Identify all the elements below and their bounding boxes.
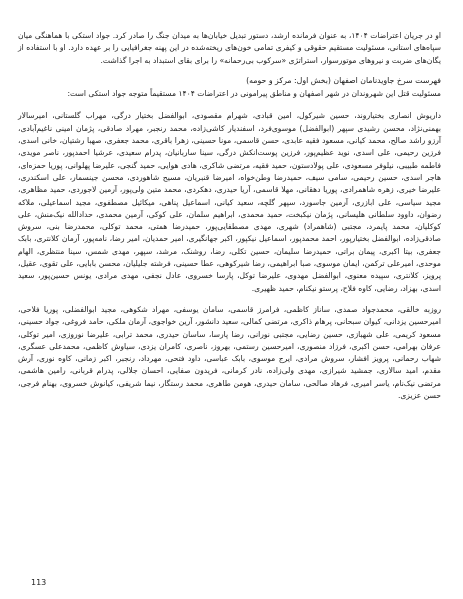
intro-paragraph: او در جریان اعتراضات ۱۴۰۴، به عنوان فرمانده ارشد، دستور تبدیل خیابان‌ها به میدان جنگ را صادر کرد. جواد استکی با هماهنگی میان سپاه‌های استانی، مسئولیت مستقیم حقوقی و کیفری تمامی خون‌های ریخته‌شده در این پهنه جغرافیایی را بر عهده دارد. او با استفاده از یگان‌های ضربت و نیروهای موتورسوار، استراتژی «سرکوب بی‌رحمانه» را برای بقای استبداد به اجرا گذاشت. [18, 31, 441, 65]
names-paragraph-1: داریوش انصاری بختیاروند، حسین شیرکول، امین قبادی، شهرام مقصودی، ابوالفضل بختیار درگی، مهراب گلستانی، امیرسالار بهمنی‌نژاد، محسن رشیدی سپهر (ابوالفضل) موسوی‌فرد، اسفندیار کاشی‌زاده، محمد رنجبر، مهراد صادقی، پژمان امینی ناغیم‌آبادی، آرزو راشد صالح، محمد کیانی، مسعود فقیه عابدی، حسن قاسمی، مونا حسینی، زهرا باقری، محمد جعفری، صهبا رشتیان، خانی اسدی، فرزین رحیمی، علی اسدی، نوید عظیم‌پور، فرزین پوست‌انکش درگی، سینا ساربانیان، پدرام سعیدی، عرشیا احمدپور، ناصر مویدی، فاطمه طبیبی، نیلوفر مسعودی، علی پولادستون، حمید فقیه، مرتضی شاکری، هادی هوایی، حمید گنجی، علیرضا پهلوانی، پوریا حمزه‌ای، هاجر اسدی، حسین رحیمی، سامی سیف، حمیدرضا وطن‌خواه، امیرضا قنبریان، مسیح شاهوردی، محسن جینسمار، علی اسکندری، علیرضا خیری، زهره شاهمرادی، پوریا دهقانی، مهلا قاسمی، آریا حیدری، دهکردی، محمد متین ولی‌پور، آرمین لاجوردی، حمید مظاهری، مجید سیاسی، علی ابازری، آرمین جاسورد، سپهر گلچه، سعید کیانی، اسماعیل پناهی، میکائیل مصطفوی، مجید اسماعیلی، ملاکه رضوان، داوود سلطانی هلیسانی، پژمان نیکبخت، حمید محمدی، ابراهیم سلمان، علی کوکی، آرمین محمدی، حدادالله نیک‌منش، علی کوکلیان، محمد پایمرد، مجتبی (شاهمراد) شهری، مهدی مصطفایی‌پور، حمیدرضا همتی، محمد توکلی، محمدرضا بنی، سروش صادقی‌زاده، ابوالفضل بختیارپور، احمد محمدپور، اسماعیل نیکپور، اکبر جهانگیری، امیر حمدیان، امیر رضا، نامه‌پور، آرمان کلانتری، بابک جعفری، بیتا اکبری، پیمان براتی، حمیدرضا سلیمان، حسین تکلی، رضا، روشنک، مرشد، سپهر، مهدی شمس، سینا منتظری، الهام موحدی، امیرعلی ترکمن، ایمان موسوی، صبا ابراهیمی، رضا شیرکوهی، عطا حسینی، فرشته جلیلیان، محسن بابایی، علی تقوی، عقیل، پرویز، کلانتری، سپیده معنوی، ابوالفضل مهدوی، علیرضا توکل، پارسا خسروی، عادل نجفی، مهدی مرادی، یونس حسین‌پور، سعید اسدی، بهزاد، رضایی، کاوه فلاح، پرستو نیکنام، حمید ظهیری. [18, 111, 441, 293]
page-number: 113 [31, 578, 47, 587]
list-heading: فهرست سرخ جاویدنامان اصفهان (بخش اول: مرکز و حومه) [246, 75, 441, 85]
names-paragraph-2: روزبه خالقی، محمدجواد صمدی، ساناز کاظمی، فرامرز قاسمی، سامان یوسفی، مهراد شکوهی، مجید ابوالفضلی، پوریا فلاحی، امیرحسین یزدانی، کیوان سبحانی، پرهام ذاکری، مرتضی کمالی، سعید دانشور، آرین خواجوی، آرمان ملکی، حامد فروغی، جواد حسینی، مسعود کریمی، علی شهبازی، حسین رضایی، مجتبی نورانی، رضا پارسا، ساسان حیدری، محمد ترابی، علیرضا نوروزی، امیر توکلی، عرفان بهرامی، حسن اکبری، فرزاد منصوری، امیرحسین رستمی، بهروز، ناصری، کامران یزدی، سیاوش کاظمی، محمدعلی عسگری، شهاب رحمانی، پرویز افشار، سروش مرادی، ایرج موسوی، بابک عباسی، داود فتحی، مهرداد، رنجبر، اکبر زمانی، کاوه نوری، آرش مقدم، امید سالاری، جمشید شیرازی، مهدی ولی‌زاده، نادر کرمانی، فریدون صفایی، احسان جلالی، پدرام قربانی، رامین هاشمی، مرتضی نیک‌نام، یاسر امیری، فرهاد صالحی، سامان حیدری، هومن طاهری، محمد رستگار، نیما شریفی، کیانوش خسروی، بهنام فرجی، حسن عزیزی. [18, 304, 441, 401]
list-subheading: مسئولیت قتل این شهروندان در شهر اصفهان و مناطق پیرامونی در اعتراضات ۱۴۰۴ مستقیماً متوجه جواد استکی است: [67, 89, 441, 99]
